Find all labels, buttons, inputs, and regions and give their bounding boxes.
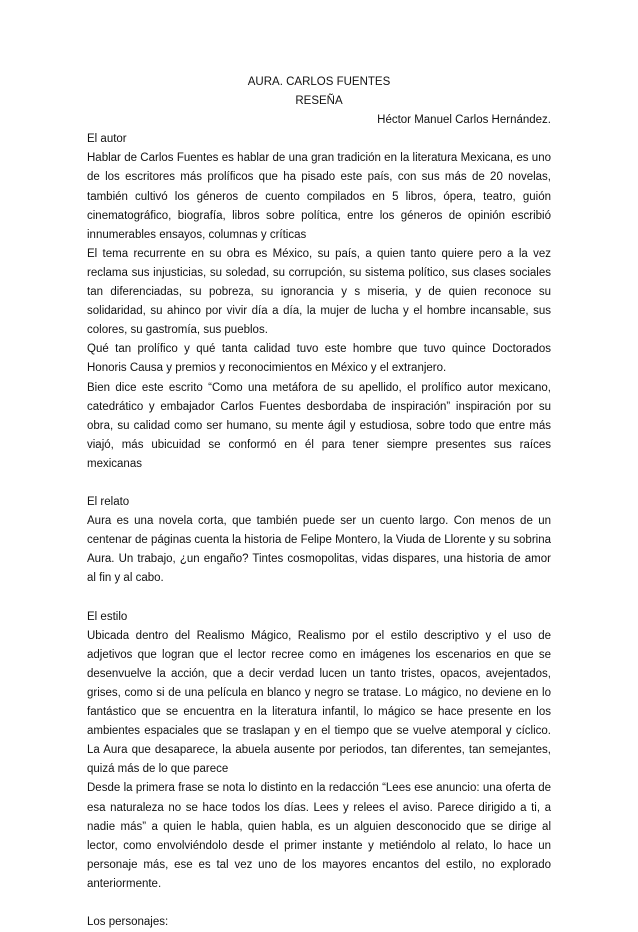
paragraph: Hablar de Carlos Fuentes es hablar de una gran tradición en la literatura Mexicana, es uno de los escritores más prolíficos que ha pisado este país, con sus más de 20 novelas, también cultivó los géneros de cuento compilados en 5 libros, ópera, teatro, guión cinematográfico, biografía, libros sobre política, entre los géneros de opinión escribió innumerables ensayos, columnas y críticas bbox=[87, 152, 551, 241]
section-heading-autor: El autor bbox=[87, 133, 127, 146]
section-heading-relato: El relato bbox=[87, 496, 130, 509]
document-title: AURA. CARLOS FUENTES bbox=[247, 76, 391, 88]
spacer bbox=[87, 589, 551, 608]
paragraph: Ubicada dentro del Realismo Mágico, Realismo por el estilo descriptivo y el uso de adjetivos que logran que el lector recree como en imágenes los escenarios en que se desenvuelve la acción, que a decir verdad lucen un tanto tristes, opacos, avejentados, grises, como si de una película en blanco y negro se tratase. Lo mágico, no deviene en lo fantástico que se encuentra en la literatura infantil, lo mágico se hace presente en los ambientes espaciales que se traslapan y en el tiempo que se vuelve atemporal y cíclico. La Aura que desaparece, la abuela ausente por periodos, tan diferentes, tan semejantes, quizá más de lo que parece bbox=[87, 629, 551, 776]
document-body bbox=[87, 73, 551, 932]
section-heading-personajes: Los personajes: bbox=[87, 916, 169, 929]
spacer bbox=[87, 894, 551, 913]
paragraph: Bien dice este escrito “Como una metáfora de su apellido, el prolífico autor mexicano, catedrático y embajador Carlos Fuentes desbordaba de inspiración” inspiración por su obra, su calidad como ser humano, su mente ágil y estudiosa, sobre todo que entre más viajó, más ubicuidad se conformó en él para tener siempre presentes sus raíces mexicanas bbox=[87, 381, 551, 470]
author-name: Héctor Manuel Carlos Hernández. bbox=[377, 114, 551, 127]
document-subtitle: RESEÑA bbox=[295, 95, 343, 108]
paragraph: Desde la primera frase se nota lo distinto en la redacción “Lees ese anuncio: una oferta de esa naturaleza no se hace todos los días. Lees y relees el aviso. Parece dirigido a ti, a nadie más” a quien le habla, quien habla, es un alguien desconocido que se dirige al lector, como envolviéndolo desde el primer instante y metiéndolo al relato, lo hace un personaje más, ese es tal vez uno de los mayores encantos del estilo, no explorado anteriormente. bbox=[87, 782, 551, 890]
paragraph: Qué tan prolífico y qué tanta calidad tuvo este hombre que tuvo quince Doctorados Honoris Causa y premios y reconocimientos en México y el extranjero. bbox=[87, 343, 551, 375]
paragraph: Aura es una novela corta, que también puede ser un cuento largo. Con menos de un centenar de páginas cuenta la historia de Felipe Montero, la Viuda de Llorente y su sobrina Aura. Un trabajo, ¿un engaño? Tintes cosmopolitas, vidas dispares, una historia de amor al fin y al cabo. bbox=[87, 515, 551, 585]
section-heading-estilo: El estilo bbox=[87, 610, 128, 623]
paragraph: El tema recurrente en su obra es México, su país, a quien tanto quiere pero a la vez reclama sus injusticias, su soledad, su corrupción, su sistema político, sus clases sociales tan diferenciadas, su pobreza, su ignorancia y s miseria, y de quien reconoce su solidaridad, su ahinco por vivir día a día, la mujer de lucha y el hombre incansable, sus colores, su gastromía, sus pueblos. bbox=[87, 247, 551, 337]
spacer bbox=[87, 474, 551, 493]
